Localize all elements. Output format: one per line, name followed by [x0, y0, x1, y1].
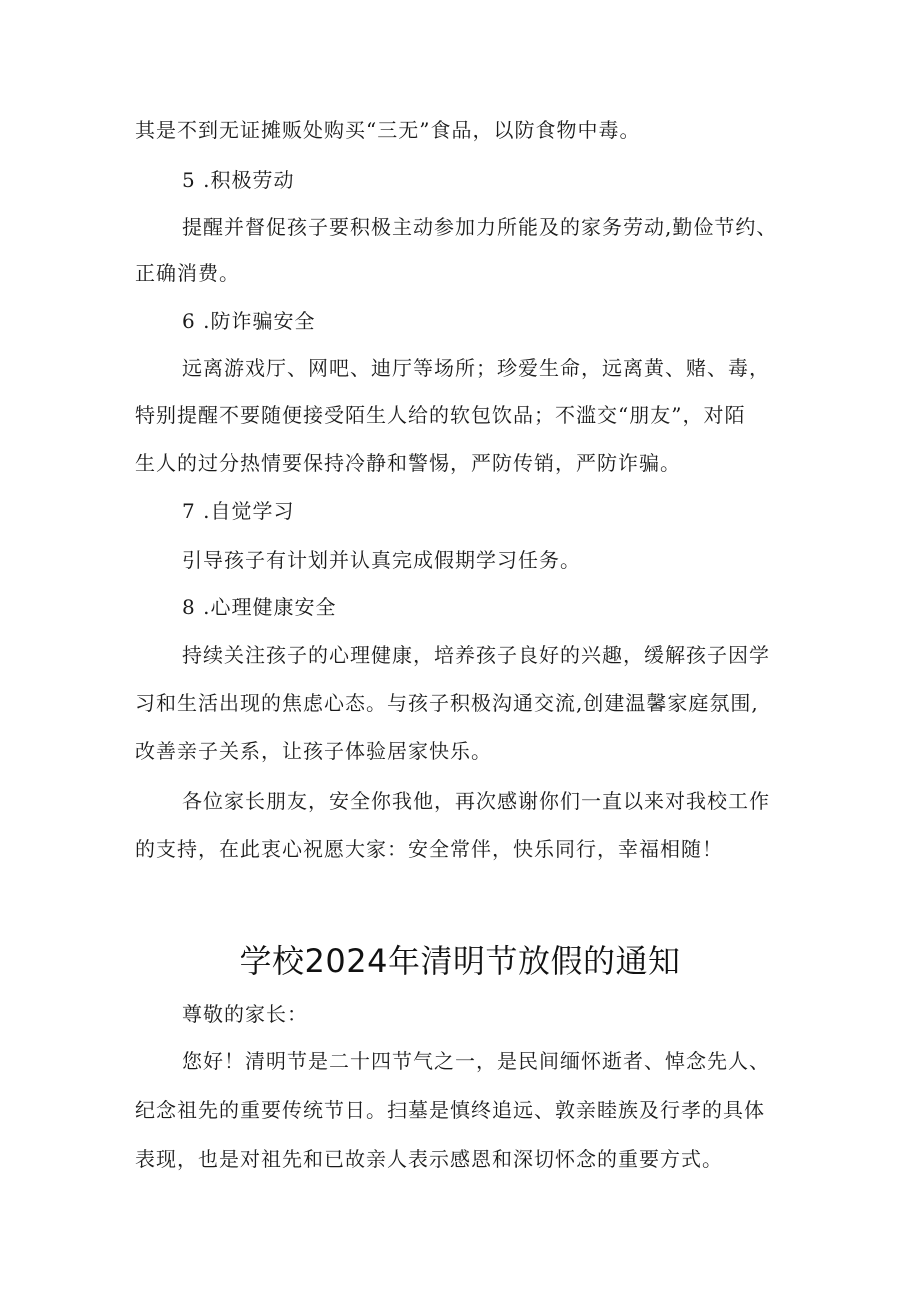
paragraph-line: 持续关注孩子的心理健康，培养孩子良好的兴趣，缓解孩子因学 [182, 643, 770, 667]
item-heading-mental-health: 8 .心理健康安全 [182, 595, 337, 619]
paragraph-line: 纪念祖先的重要传统节日。扫墓是慎终追远、敦亲睦族及行孝的具体 [135, 1098, 765, 1122]
paragraph-line: 特别提醒不要随便接受陌生人给的软包饮品；不滥交“朋友”，对陌 [135, 403, 746, 427]
paragraph-line: 引导孩子有计划并认真完成假期学习任务。 [182, 548, 581, 572]
paragraph-line: 习和生活出现的焦虑心态。与孩子积极沟通交流,创建温馨家庭氛围, [135, 691, 759, 715]
item-heading-labor: 5 .积极劳动 [182, 168, 295, 192]
paragraph-line: 您好！清明节是二十四节气之一，是民间缅怀逝者、悼念先人、 [182, 1049, 770, 1073]
salutation: 尊敬的家长： [182, 1002, 308, 1026]
paragraph-line: 生人的过分热情要保持冷静和警惕，严防传销，严防诈骗。 [135, 451, 681, 475]
paragraph-line: 的支持，在此衷心祝愿大家：安全常伴，快乐同行，幸福相随！ [135, 837, 723, 861]
paragraph-line: 正确消费。 [135, 261, 240, 285]
paragraph-line: 提醒并督促孩子要积极主动参加力所能及的家务劳动,勤俭节约、 [182, 215, 778, 239]
paragraph-line: 各位家长朋友，安全你我他，再次感谢你们一直以来对我校工作 [182, 789, 770, 813]
paragraph-line: 表现，也是对祖先和已故亲人表示感恩和深切怀念的重要方式。 [135, 1147, 723, 1171]
paragraph-line: 改善亲子关系，让孩子体验居家快乐。 [135, 739, 492, 763]
notice-title: 学校2024年清明节放假的通知 [239, 942, 681, 980]
paragraph-line: 其是不到无证摊贩处购买“三无”食品，以防食物中毒。 [135, 118, 641, 142]
item-heading-anti-fraud: 6 .防诈骗安全 [182, 309, 316, 333]
paragraph-line: 远离游戏厅、网吧、迪厅等场所；珍爱生命，远离黄、赌、毒， [182, 356, 770, 380]
item-heading-study: 7 .自觉学习 [182, 499, 295, 523]
